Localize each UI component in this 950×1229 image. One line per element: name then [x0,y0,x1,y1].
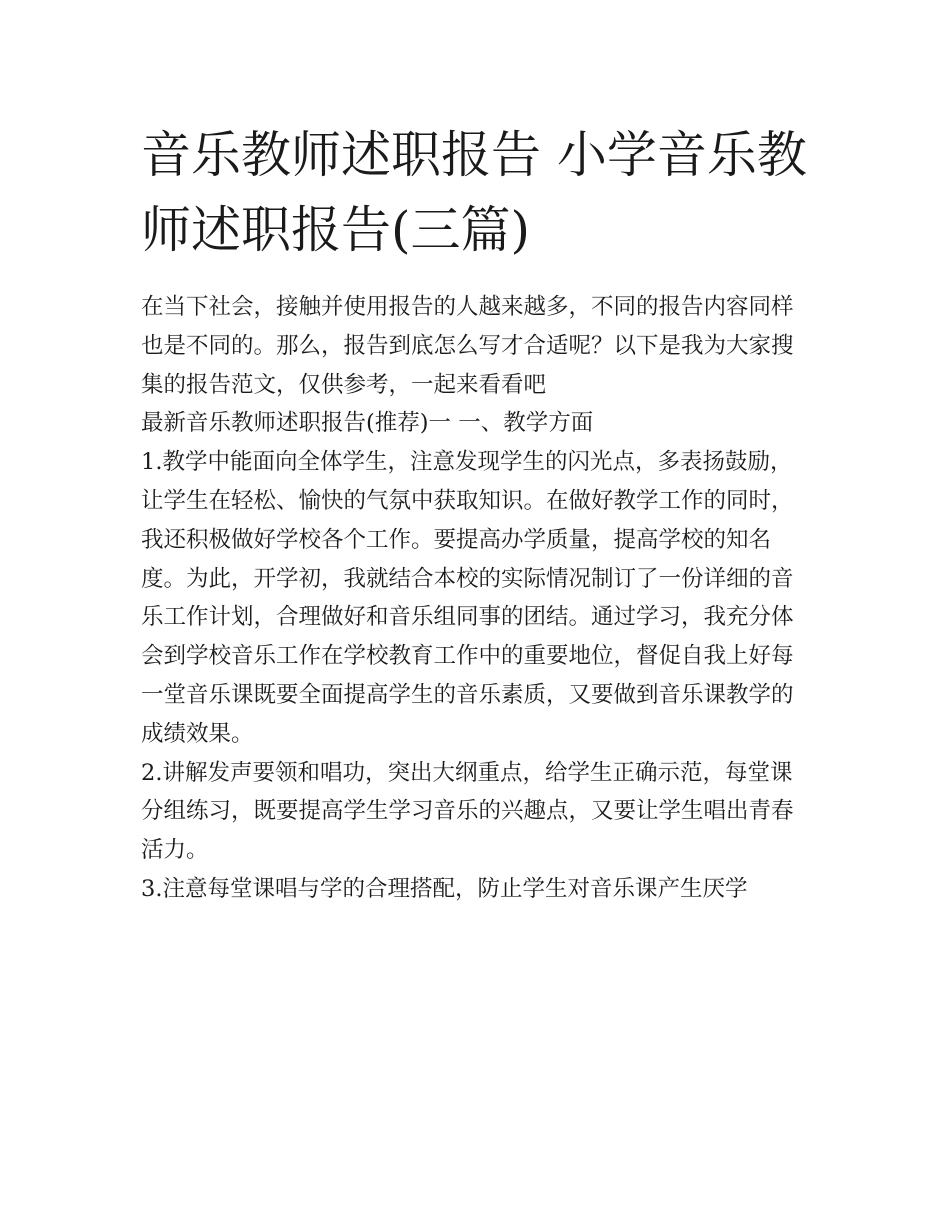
section-heading: 最新音乐教师述职报告(推荐)一 一、教学方面 [141,410,594,437]
body-paragraph-2: 2.讲解发声要领和唱功，突出大纲重点，给学生正确示范，每堂课分组练习，既要提高学生学习音乐的兴趣点，又要让学生唱出青春活力。 [141,759,794,864]
document-title: 音乐教师述职报告 小学音乐教师述职报告(三篇) [141,126,807,259]
body-paragraph-1: 1.教学中能面向全体学生，注意发现学生的闪光点，多表扬鼓励，让学生在轻松、愉快的气氛中获取知识。在做好教学工作的同时，我还积极做好学校各个工作。要提高办学质量，提高学校的知名度。为此，开学初，我就结合本校的实际情况制订了一份详细的音乐工作计划，合理做好和音乐组同事的团结。通过学习，我充分体会到学校音乐工作在学校教育工作中的重要地位，督促自我上好每一堂音乐课既要全面提高学生的音乐素质，又要做到音乐课教学的成绩效果。 [141,449,794,747]
body-paragraph-3: 3.注意每堂课唱与学的合理搭配，防止学生对音乐课产生厌学 [141,875,748,902]
document-page [141,118,813,909]
intro-paragraph: 在当下社会，接触并使用报告的人越来越多，不同的报告内容同样也是不同的。那么，报告到底怎么写才合适呢？以下是我为大家搜集的报告范文，仅供参考，一起来看看吧 [141,294,794,398]
